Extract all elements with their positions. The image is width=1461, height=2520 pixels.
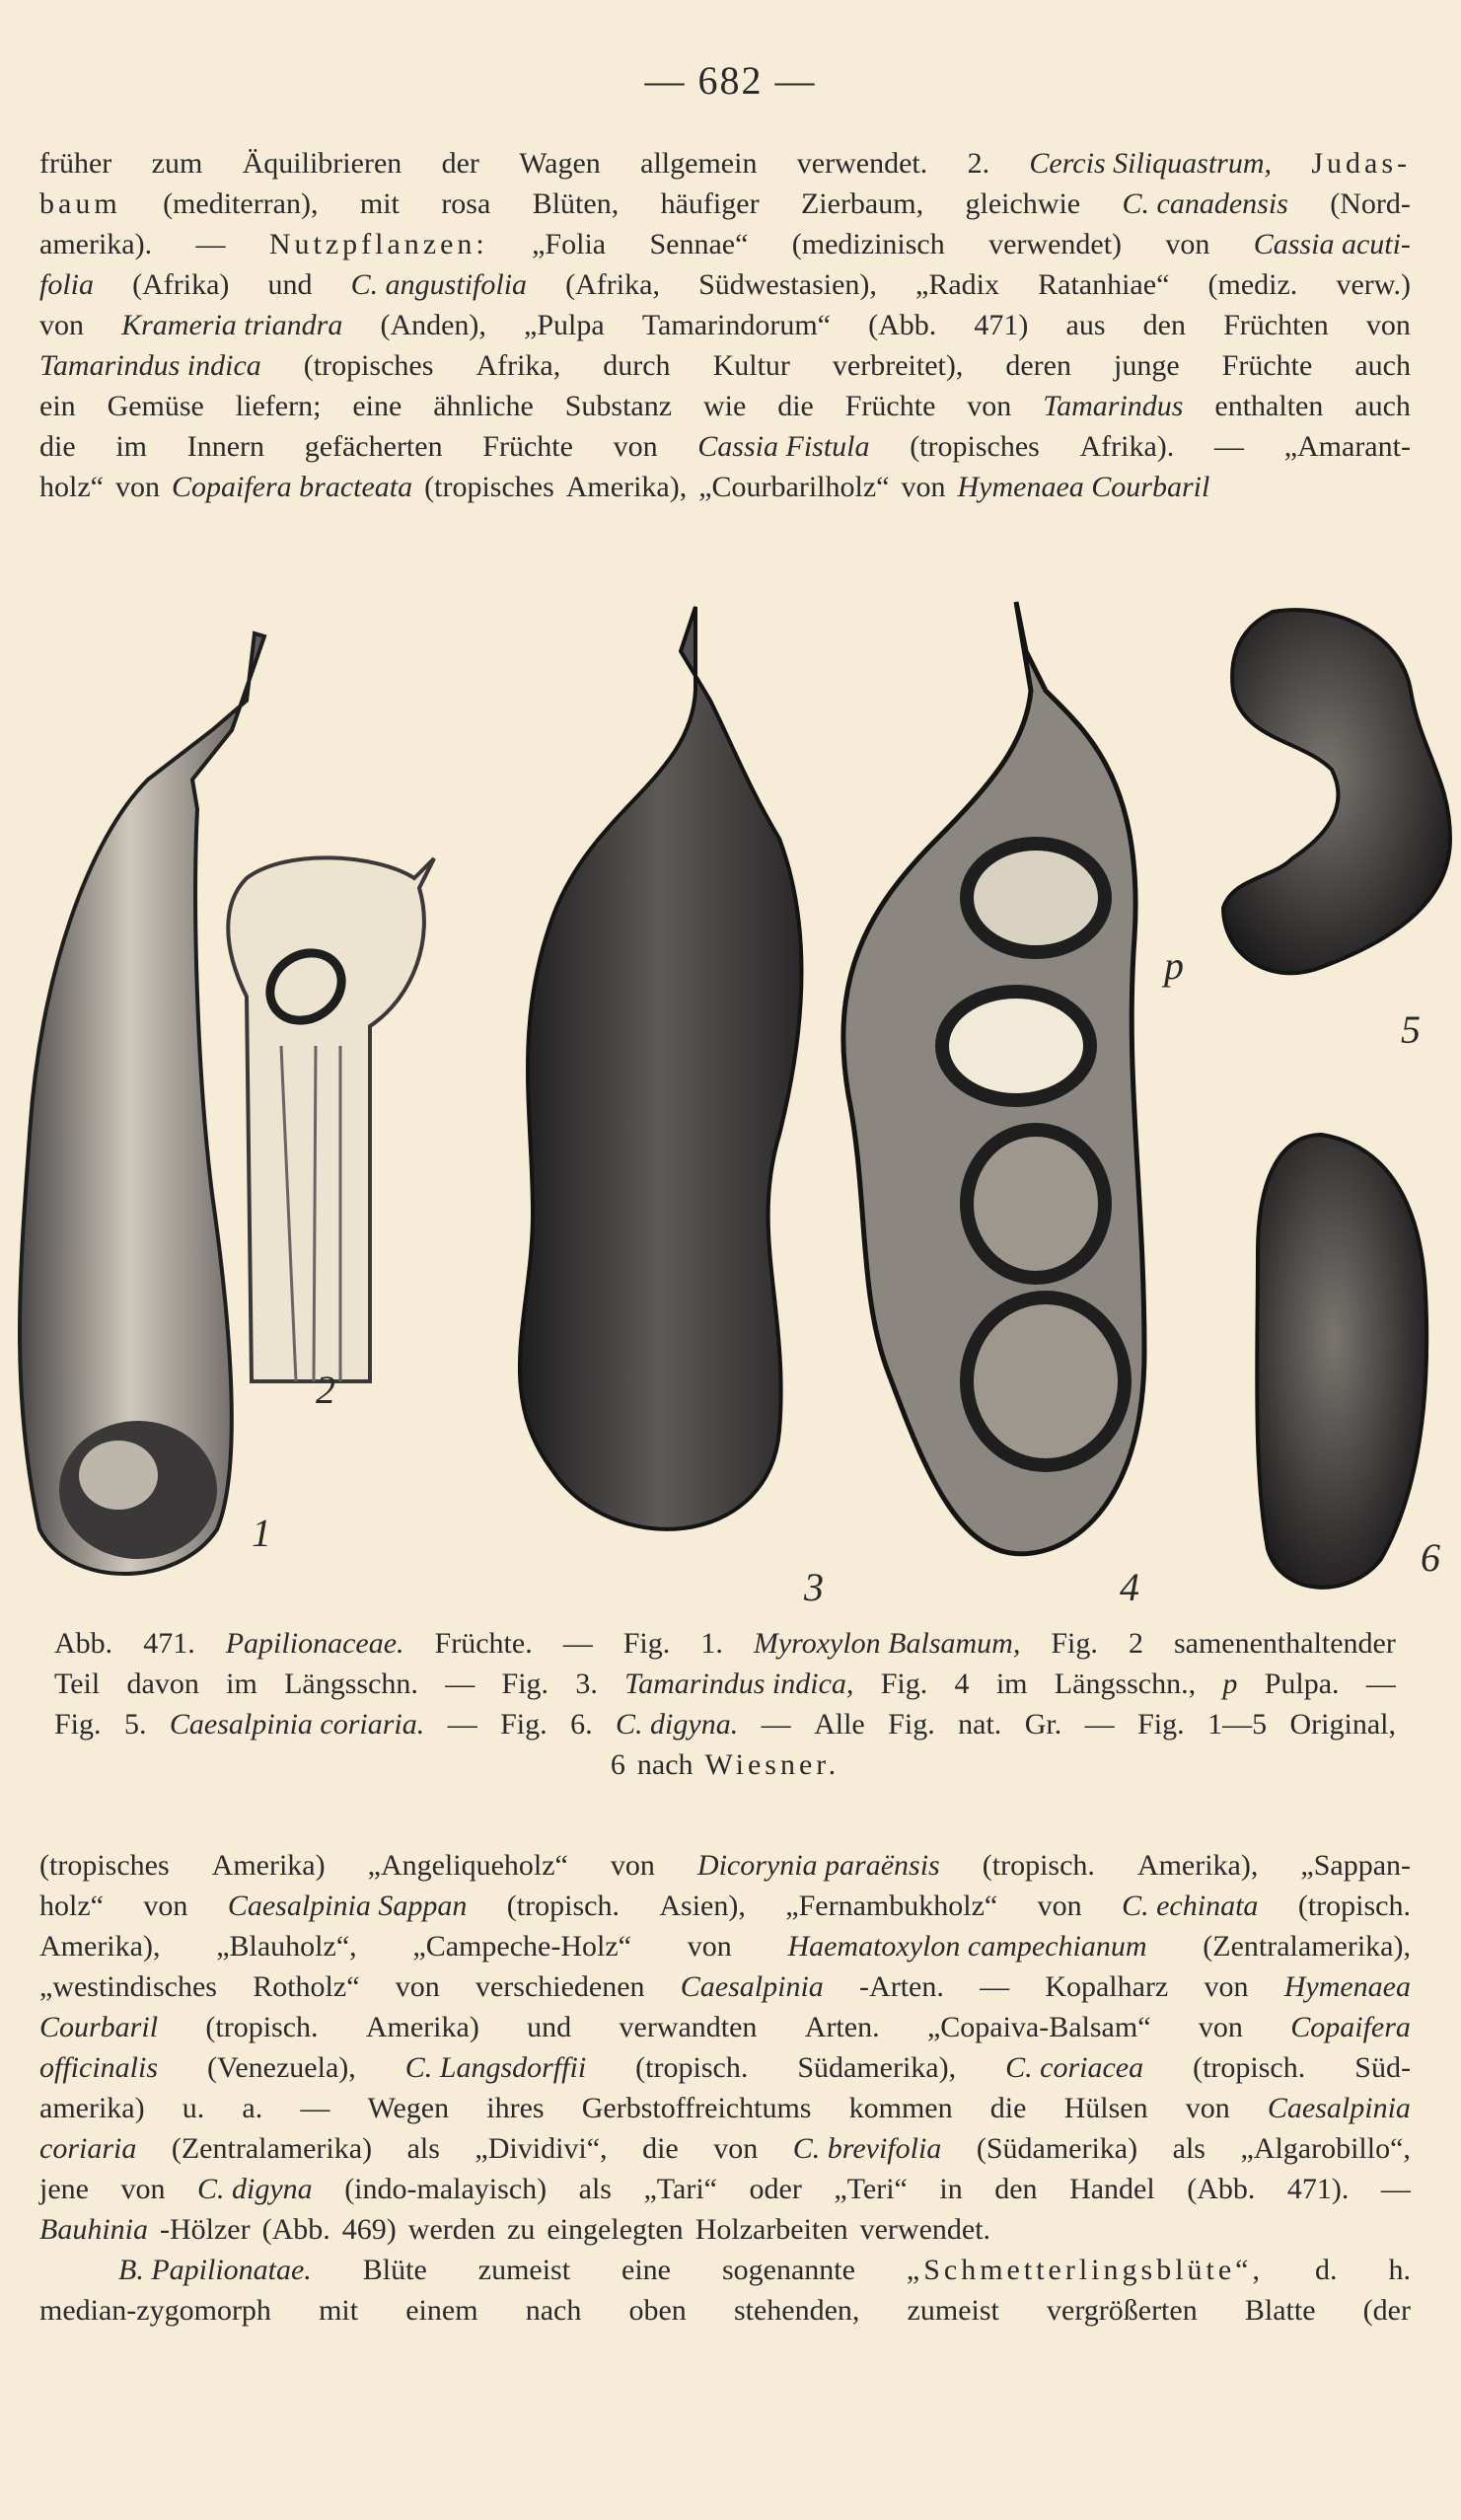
- word: als: [406, 2132, 440, 2165]
- word: (Afrika,: [565, 268, 660, 301]
- text-line: [39, 345, 1411, 386]
- text-line: [39, 2209, 1411, 2250]
- text-line: [39, 386, 1411, 426]
- word: Afrika).: [1079, 430, 1175, 463]
- word: „Campeche-Holz“: [412, 1930, 631, 1963]
- word: Kopalharz: [1045, 1970, 1169, 2003]
- word: von: [114, 471, 160, 503]
- word: —: [447, 1708, 477, 1741]
- word: —: [562, 1627, 593, 1660]
- word: „Dividivi“,: [475, 2132, 608, 2165]
- word: Wagen: [519, 147, 601, 180]
- word: 469): [341, 2213, 397, 2246]
- word: Cercis Siliquastrum,: [1029, 147, 1272, 180]
- word: Wegen: [367, 2092, 450, 2124]
- word: Tamarindorum“: [641, 309, 831, 341]
- text-line: [39, 1966, 1411, 2007]
- word: 2.: [967, 147, 990, 180]
- word: Süd-: [1354, 2051, 1411, 2084]
- fig3-pod: [520, 607, 802, 1529]
- word: Holzarbeiten: [694, 2213, 848, 2246]
- word: von: [610, 1849, 655, 1882]
- word: (mediz.: [1207, 268, 1298, 301]
- word: von: [1185, 2092, 1230, 2124]
- text-line: [39, 143, 1411, 184]
- word: h.: [1388, 2254, 1411, 2286]
- text-line: [39, 2290, 1411, 2331]
- word: nat.: [958, 1708, 1002, 1741]
- word: Tamarindus indica: [39, 349, 261, 382]
- word: mit: [359, 187, 400, 220]
- word: C. brevifolia: [792, 2132, 942, 2165]
- word: ähnliche: [433, 390, 534, 422]
- word: den: [1142, 309, 1186, 341]
- word: einem: [405, 2294, 478, 2327]
- word: häufiger: [660, 187, 760, 220]
- word: von: [1204, 1970, 1249, 2003]
- word: „Folia: [532, 228, 607, 260]
- word: (Abb.: [868, 309, 937, 341]
- word: 471).: [1286, 2173, 1350, 2205]
- word: Substanz: [564, 390, 673, 422]
- word: C. canadensis: [1122, 187, 1288, 220]
- word: „Blauholz“,: [216, 1930, 357, 1963]
- fig-label-4: 4: [1120, 1565, 1139, 1609]
- word: der: [441, 147, 479, 180]
- word: 6: [610, 1748, 625, 1781]
- word: 1.: [700, 1627, 723, 1660]
- word: Blüten,: [532, 187, 620, 220]
- word: Gerbstoffreichtums: [581, 2092, 812, 2124]
- word: die: [642, 2132, 679, 2165]
- fig1-pod: [20, 633, 264, 1574]
- word: kommen: [848, 2092, 953, 2124]
- text-line: [39, 305, 1411, 345]
- word: Pulpa.: [1264, 1668, 1340, 1700]
- word: die: [989, 2092, 1027, 2124]
- word: 471.: [143, 1627, 195, 1660]
- word: Bauhinia: [39, 2213, 148, 2246]
- word: verwendet.: [796, 147, 928, 180]
- word: Fig.: [500, 1708, 548, 1741]
- word: als: [1172, 2132, 1205, 2165]
- word: —: [300, 2092, 330, 2124]
- word: 1—5: [1207, 1708, 1268, 1741]
- word: (Abb.: [1187, 2173, 1256, 2205]
- text-line: [39, 2128, 1411, 2169]
- fig4-section: [843, 602, 1144, 1554]
- text-line: [39, 184, 1411, 224]
- word: zumeist: [477, 2254, 571, 2286]
- word: und: [527, 2011, 572, 2043]
- word: Fig.: [888, 1708, 935, 1741]
- word: (tropisches: [424, 471, 554, 503]
- word: C. digyna.: [616, 1708, 739, 1741]
- word: Caesalpinia: [680, 1970, 824, 2003]
- word: verschiedenen: [475, 1970, 645, 2003]
- fig-label-3: 3: [804, 1565, 824, 1609]
- word: Asien),: [659, 1890, 746, 1922]
- word: 3.: [575, 1668, 598, 1700]
- word: Alle: [814, 1708, 865, 1741]
- text-line: [39, 2169, 1411, 2209]
- word: —: [445, 1668, 475, 1700]
- word: ein: [39, 390, 76, 422]
- word: C. angustifolia: [350, 268, 528, 301]
- word: Dicorynia paraënsis: [696, 1849, 940, 1882]
- word: (Afrika): [132, 268, 230, 301]
- word: Fig.: [1137, 1708, 1185, 1741]
- word: holz“: [39, 1890, 104, 1922]
- word: durch: [603, 349, 671, 382]
- fig-label-pulpa: p: [1164, 943, 1184, 988]
- word: „Algarobillo“,: [1240, 2132, 1411, 2165]
- word: Caesalpinia coriaria.: [169, 1708, 425, 1741]
- word: Amerika),: [1136, 1849, 1259, 1882]
- word: —: [1084, 1708, 1115, 1741]
- word: „Amarant-: [1283, 430, 1411, 463]
- text-line: [39, 264, 1411, 305]
- word: Fig.: [1051, 1627, 1098, 1660]
- word: nach: [636, 1748, 694, 1781]
- word: Kultur: [712, 349, 790, 382]
- fruit-illustration: [0, 582, 1461, 1618]
- word: eingelegten: [547, 2213, 684, 2246]
- word: Nutzpflanzen:: [268, 228, 488, 260]
- word: Fig.: [880, 1668, 928, 1700]
- word: auch: [1354, 349, 1411, 382]
- fig-label-5: 5: [1401, 1007, 1421, 1052]
- word: coriaria: [39, 2132, 137, 2165]
- word: Hymenaea: [1283, 1970, 1411, 2003]
- page-number: — 682 —: [644, 58, 817, 103]
- word: Krameria triandra: [121, 309, 343, 341]
- word: „westindisches: [39, 1970, 217, 2003]
- word: die: [777, 390, 814, 422]
- word: Copaifera: [1290, 2011, 1411, 2043]
- word: —: [761, 1708, 791, 1741]
- word: im: [115, 430, 148, 463]
- word: 2: [1128, 1627, 1143, 1660]
- word: -Hölzer: [160, 2213, 251, 2246]
- text-line: [39, 1926, 1411, 1966]
- word: (tropisches: [39, 1849, 170, 1882]
- word: (der: [1362, 2294, 1411, 2327]
- word: —: [1365, 1668, 1396, 1700]
- word: (tropisch.: [635, 2051, 749, 2084]
- text-line: [54, 1623, 1396, 1664]
- word: werden: [407, 2213, 496, 2246]
- word: Amerika): [211, 1849, 326, 1882]
- word: eine: [621, 2254, 671, 2286]
- word: Original,: [1289, 1708, 1396, 1741]
- word: Längsschn.,: [1054, 1668, 1197, 1700]
- word: Früchte: [482, 430, 573, 463]
- word: Sennae“: [649, 228, 749, 260]
- text-line: [39, 1845, 1411, 1886]
- word: Blüte: [362, 2254, 427, 2286]
- word: allgemein: [640, 147, 758, 180]
- word: Fig.: [54, 1708, 102, 1741]
- word: im: [226, 1668, 257, 1700]
- word: (medizinisch: [791, 228, 945, 260]
- figure-caption: [54, 1623, 1396, 1785]
- text-line: [39, 2007, 1411, 2047]
- word: enthalten: [1214, 390, 1324, 422]
- word: C. echinata: [1122, 1890, 1259, 1922]
- word: Früchte.: [434, 1627, 533, 1660]
- word: Cassia Fistula: [697, 430, 870, 463]
- word: (mediterran),: [163, 187, 319, 220]
- word: verwendet): [988, 228, 1123, 260]
- word: Fig.: [501, 1668, 549, 1700]
- word: sogenannte: [721, 2254, 855, 2286]
- word: vergrößerten: [1047, 2294, 1198, 2327]
- word: verbreitet),: [832, 349, 964, 382]
- word: (Abb.: [261, 2213, 330, 2246]
- bottom-paragraph: [39, 1845, 1411, 2331]
- word: d.: [1314, 2254, 1338, 2286]
- word: Früchten: [1223, 309, 1329, 341]
- word: C. coriacea: [1005, 2051, 1144, 2084]
- word: -Arten.: [859, 1970, 944, 2003]
- word: Hymenaea Courbaril: [957, 471, 1210, 503]
- word: von: [1198, 2011, 1243, 2043]
- fig-label-6: 6: [1421, 1535, 1440, 1580]
- word: B. Papilionatae.: [118, 2254, 312, 2286]
- text-line: [54, 1744, 1396, 1785]
- word: (tropisch.: [506, 1890, 620, 1922]
- word: wie: [702, 390, 747, 422]
- text-line: [39, 2250, 1411, 2290]
- word: Arten.: [804, 2011, 880, 2043]
- word: Amerika): [365, 2011, 479, 2043]
- word: Myroxylon Balsamum,: [753, 1627, 1021, 1660]
- word: Tamarindus: [1043, 390, 1184, 422]
- fig5-pod: [1223, 610, 1450, 973]
- word: zu: [507, 2213, 536, 2246]
- word: „Pulpa: [524, 309, 605, 341]
- text-line: [39, 426, 1411, 467]
- word: deren: [1005, 349, 1071, 382]
- word: eine: [352, 390, 402, 422]
- word: jene: [39, 2173, 89, 2205]
- text-line: [39, 224, 1411, 264]
- text-line: [54, 1704, 1396, 1744]
- word: „Fernambukholz“: [785, 1890, 998, 1922]
- fig-label-1: 1: [252, 1511, 271, 1555]
- word: C. digyna: [197, 2173, 313, 2205]
- word: Copaifera bracteata: [171, 471, 413, 503]
- word: (indo-malayisch): [344, 2173, 548, 2205]
- word: auch: [1354, 390, 1411, 422]
- word: in: [939, 2173, 963, 2205]
- word: (Südamerika): [976, 2132, 1138, 2165]
- word: Courbaril: [39, 2011, 159, 2043]
- word: nach: [525, 2294, 582, 2327]
- word: samenenthaltender: [1173, 1627, 1396, 1660]
- word: Gr.: [1024, 1708, 1062, 1741]
- word: von: [901, 471, 946, 503]
- word: (tropisch.: [1193, 2051, 1306, 2084]
- word: (Zentralamerika): [171, 2132, 373, 2165]
- word: C. Langsdorffii: [404, 2051, 587, 2084]
- word: gleichwie: [965, 187, 1081, 220]
- word: oben: [628, 2294, 687, 2327]
- word: —: [980, 1970, 1010, 2003]
- word: von: [120, 2173, 166, 2205]
- word: u.: [182, 2092, 205, 2124]
- word: von: [967, 390, 1012, 422]
- word: Fig.: [622, 1627, 671, 1660]
- word: im: [995, 1668, 1028, 1700]
- word: Gemüse: [107, 390, 204, 422]
- word: (tropisch.: [205, 2011, 319, 2043]
- word: Handel: [1069, 2173, 1155, 2205]
- word: ihres: [486, 2092, 545, 2124]
- word: (Zentralamerika),: [1203, 1930, 1411, 1963]
- word: Amerika),: [565, 471, 688, 503]
- word: stehenden,: [733, 2294, 860, 2327]
- word: Cassia acuti-: [1253, 228, 1411, 260]
- word: von: [39, 309, 84, 341]
- word: 4: [954, 1668, 970, 1700]
- word: (Venezuela),: [207, 2051, 356, 2084]
- word: mit: [319, 2294, 359, 2327]
- word: verw.): [1336, 268, 1411, 301]
- word: —: [1214, 430, 1244, 463]
- word: Teil: [54, 1668, 101, 1700]
- word: Caesalpinia Sappan: [227, 1890, 468, 1922]
- word: als: [578, 2173, 612, 2205]
- fig2-section: [228, 857, 434, 1381]
- word: von: [143, 1890, 188, 1922]
- word: „Teri“: [834, 2173, 908, 2205]
- word: von: [1365, 309, 1411, 341]
- word: und: [267, 268, 313, 301]
- word: von: [1037, 1890, 1082, 1922]
- text-line: [54, 1664, 1396, 1704]
- word: von: [687, 1930, 732, 1963]
- word: verwendet.: [859, 2213, 991, 2246]
- word: Tamarindus indica,: [624, 1668, 854, 1700]
- word: zumeist: [907, 2294, 999, 2327]
- word: —: [195, 228, 226, 260]
- word: Südwestasien),: [698, 268, 877, 301]
- word: verwandten: [619, 2011, 758, 2043]
- word: Judas-: [1311, 147, 1411, 180]
- word: junge: [1114, 349, 1180, 382]
- word: officinalis: [39, 2051, 158, 2084]
- word: aus: [1065, 309, 1106, 341]
- word: Afrika,: [475, 349, 561, 382]
- word: früher: [39, 147, 112, 180]
- word: median-zygomorph: [39, 2294, 271, 2327]
- word: Hülsen: [1063, 2092, 1148, 2124]
- word: Ratanhiae“: [1038, 268, 1170, 301]
- word: davon: [126, 1668, 199, 1700]
- word: Südamerika),: [797, 2051, 957, 2084]
- word: „Radix: [915, 268, 999, 301]
- word: (tropisch.: [982, 1849, 1095, 1882]
- word: p: [1222, 1668, 1238, 1700]
- word: amerika).: [39, 228, 153, 260]
- word: von: [613, 430, 658, 463]
- word: Amerika),: [39, 1930, 161, 1963]
- word: (tropisch.: [1297, 1890, 1411, 1922]
- word: Zierbaum,: [800, 187, 924, 220]
- word: von: [713, 2132, 759, 2165]
- text-line: [39, 1886, 1411, 1926]
- word: Rotholz“: [253, 1970, 360, 2003]
- word: Längsschn.: [284, 1668, 418, 1700]
- word: (Anden),: [380, 309, 486, 341]
- word: zum: [151, 147, 203, 180]
- word: a.: [242, 2092, 263, 2124]
- word: rosa: [441, 187, 491, 220]
- word: „Courbarilholz“: [698, 471, 890, 503]
- word: „Sappan-: [1300, 1849, 1411, 1882]
- text-line: [39, 467, 1411, 507]
- word: von: [1165, 228, 1210, 260]
- word: Wiesner.: [704, 1748, 840, 1781]
- word: Papilionaceae.: [225, 1627, 404, 1660]
- word: „Schmetterlingsblüte“,: [906, 2254, 1264, 2286]
- word: Innern: [186, 430, 264, 463]
- word: von: [395, 1970, 440, 2003]
- word: „Copaiva-Balsam“: [926, 2011, 1151, 2043]
- word: 6.: [570, 1708, 593, 1741]
- word: holz“: [39, 471, 104, 503]
- word: —: [1380, 2173, 1411, 2205]
- word: den: [994, 2173, 1038, 2205]
- word: gefächerten: [304, 430, 443, 463]
- word: 471): [974, 309, 1029, 341]
- word: Früchte: [844, 390, 936, 422]
- word: (tropisches: [910, 430, 1040, 463]
- top-paragraph: [39, 143, 1411, 507]
- word: (tropisches: [303, 349, 434, 382]
- word: „Tari“: [643, 2173, 717, 2205]
- word: (Nord-: [1330, 187, 1411, 220]
- word: Caesalpinia: [1267, 2092, 1411, 2124]
- text-line: [39, 2047, 1411, 2088]
- word: Früchte: [1221, 349, 1313, 382]
- figure-471: [0, 582, 1461, 1618]
- word: 5.: [123, 1708, 147, 1741]
- word: „Angeliqueholz“: [367, 1849, 568, 1882]
- word: Äquilibrieren: [242, 147, 402, 180]
- text-line: [39, 2088, 1411, 2128]
- word: baum: [39, 187, 121, 220]
- word: Abb.: [54, 1627, 113, 1660]
- word: liefern;: [235, 390, 322, 422]
- fig-label-2: 2: [316, 1368, 335, 1412]
- word: die: [39, 430, 76, 463]
- fig6-pod: [1257, 1135, 1426, 1588]
- word: Haematoxylon campechianum: [787, 1930, 1147, 1963]
- word: amerika): [39, 2092, 145, 2124]
- word: Blatte: [1244, 2294, 1316, 2327]
- word: folia: [39, 268, 95, 301]
- word: oder: [749, 2173, 802, 2205]
